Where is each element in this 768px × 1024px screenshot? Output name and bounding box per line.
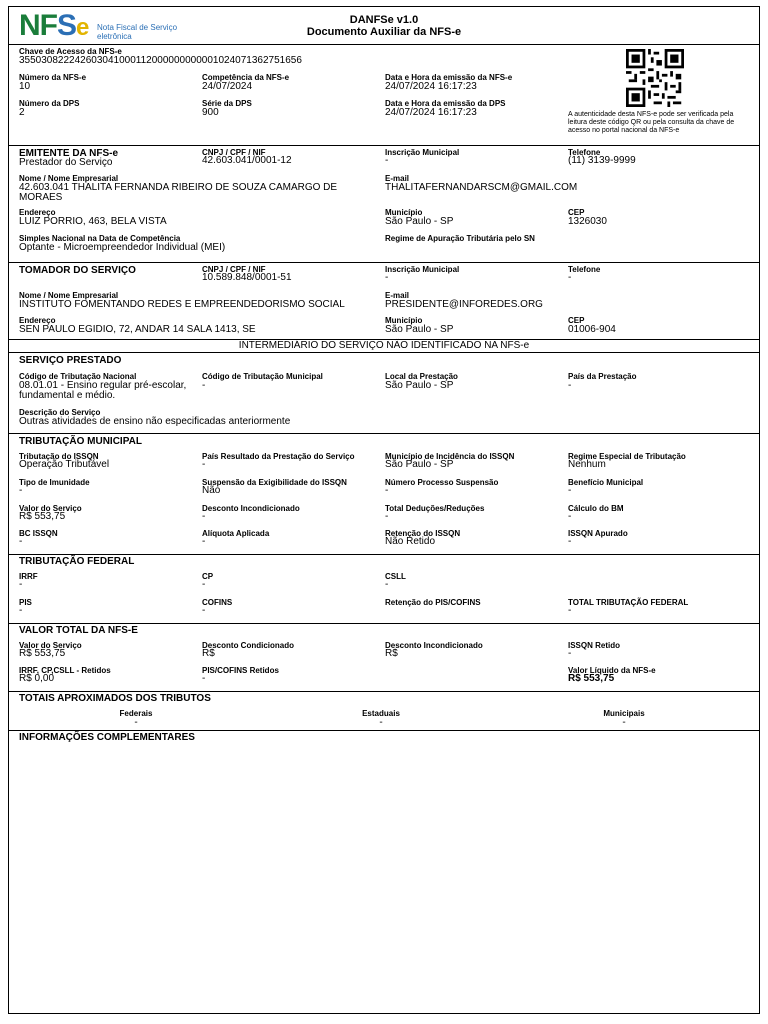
servico-pais-value: - — [568, 380, 572, 391]
emissao-dps-value: 24/07/2024 16:17:23 — [385, 107, 477, 118]
qr-code — [626, 49, 684, 107]
emitente-section — [9, 146, 759, 263]
susp-value: Não — [202, 485, 221, 496]
vt-desc-cond-value: R$ — [202, 648, 215, 659]
vt-valor-label: Valor do Serviço — [19, 641, 82, 650]
valor-servico-label: Valor do Serviço — [19, 504, 82, 513]
trib-fed-title: TRIBUTAÇÃO FEDERAL — [19, 556, 135, 567]
valor-servico-value: R$ 553,75 — [19, 511, 66, 522]
trib-pais-label: País Resultado da Prestação do Serviço — [202, 452, 355, 461]
cofins-label: COFINS — [202, 598, 233, 607]
trib-mun-section — [9, 434, 759, 555]
emitente-tel-label: Telefone — [568, 148, 601, 157]
tomador-email-label: E-mail — [385, 291, 410, 300]
totais-municipais — [499, 709, 749, 728]
tomador-mun-value: São Paulo - SP — [385, 324, 454, 335]
tomador-title: TOMADOR DO SERVIÇO — [19, 265, 136, 276]
info-section — [9, 731, 759, 771]
tomador-section — [9, 263, 759, 340]
emitente-nome-label: Nome / Nome Empresarial — [19, 174, 119, 183]
emitente-cep-label: CEP — [568, 208, 585, 217]
vt-irrf-value: R$ 0,00 — [19, 673, 55, 684]
tomador-im-label: Inscrição Municipal — [385, 265, 460, 274]
chave-label: Chave de Acesso da NFS-e — [19, 47, 122, 56]
tomador-mun-label: Município — [385, 316, 423, 325]
totais-federais — [11, 709, 261, 728]
emitente-title: EMITENTE DA NFS-e — [19, 148, 119, 159]
emitente-tel-value: (11) 3139-9999 — [568, 155, 636, 166]
deduc-value: - — [385, 511, 389, 522]
emitente-email-value: THALITAFERNANDARSCM@GMAIL.COM — [385, 182, 578, 193]
totais-mun-label: Municipais — [603, 709, 645, 718]
competencia-label: Competência da NFS-e — [202, 73, 290, 82]
pis-value: - — [19, 605, 23, 616]
tomador-cep-label: CEP — [568, 316, 585, 325]
totais-title: TOTAIS APROXIMADOS DOS TRIBUTOS — [19, 693, 211, 704]
servico-cod-mun-value: - — [202, 380, 206, 391]
proc-label: Número Processo Suspensão — [385, 478, 499, 487]
apur-value: - — [568, 536, 572, 547]
emissao-dps-label: Data e Hora da emissão da DPS — [385, 99, 506, 108]
cofins-value: - — [202, 605, 206, 616]
emitente-mun-value: São Paulo - SP — [385, 216, 454, 227]
ret-issqn-value: Não Retido — [385, 536, 436, 547]
vt-liq-value: R$ 553,75 — [568, 673, 615, 684]
tomador-cnpj-value: 10.589.848/0001-51 — [202, 272, 292, 283]
servico-cod-nac-label: Código de Tributação Nacional — [19, 372, 137, 381]
title-sub: Documento Auxiliar da NFS-e — [306, 26, 462, 38]
cp-value: - — [202, 579, 206, 590]
valor-total-title: VALOR TOTAL DA NFS-E — [19, 625, 138, 636]
dps-label: Número da DPS — [19, 99, 80, 108]
tomador-cep-value: 01006-904 — [568, 324, 616, 335]
bc-label: BC ISSQN — [19, 529, 58, 538]
emitente-cnpj-value: 42.603.041/0001-12 — [202, 155, 292, 166]
totais-fed-label: Federais — [119, 709, 153, 718]
trib-value: Operação Tributável — [19, 459, 110, 470]
tomador-im-value: - — [385, 272, 389, 283]
tomador-end-value: SEN PAULO EGIDIO, 72, ANDAR 14 SALA 1413, SE — [19, 324, 256, 335]
valor-total-section — [9, 624, 759, 692]
servico-section — [9, 353, 759, 434]
aliq-value: - — [202, 536, 206, 547]
servico-desc-label: Descrição do Serviço — [19, 408, 101, 417]
aliq-label: Alíquota Aplicada — [202, 529, 270, 538]
danfse-document — [8, 6, 760, 1014]
document-title — [9, 14, 759, 38]
emitente-email-label: E-mail — [385, 174, 410, 183]
totais-est-value: - — [379, 717, 383, 728]
desc-incond-value: - — [202, 511, 206, 522]
dps-value: 2 — [19, 107, 25, 118]
cp-label: CP — [202, 572, 214, 581]
emitente-subtitle: Prestador do Serviço — [19, 157, 113, 168]
imun-label: Tipo de Imunidade — [19, 478, 90, 487]
tomador-tel-value: - — [568, 272, 572, 283]
intermediario-section — [9, 340, 759, 353]
csll-value: - — [385, 579, 389, 590]
chave-value: 355030822242603041000112000000000001024071362751656 — [19, 55, 302, 66]
emitente-cep-value: 1326030 — [568, 216, 607, 227]
vt-issqn-value: - — [568, 648, 572, 659]
vt-irrf-label: IRRF, CP,CSLL - Retidos — [19, 666, 111, 675]
identificacao-section — [9, 45, 759, 146]
totais-mun-value: - — [622, 717, 626, 728]
deduc-label: Total Deduções/Reduções — [385, 504, 485, 513]
apur-label: ISSQN Apurado — [568, 529, 628, 538]
vt-pis-label: PIS/COFINS Retidos — [202, 666, 279, 675]
tomador-end-label: Endereço — [19, 316, 56, 325]
tomador-tel-label: Telefone — [568, 265, 601, 274]
title-main: DANFSe v1.0 — [349, 14, 419, 26]
info-title: INFORMAÇÕES COMPLEMENTARES — [19, 732, 195, 743]
totais-est-label: Estaduais — [362, 709, 400, 718]
emitente-mun-label: Município — [385, 208, 423, 217]
irrf-label: IRRF — [19, 572, 38, 581]
tomador-email-value: PRESIDENTE@INFOREDES.ORG — [385, 299, 543, 310]
tomador-nome-label: Nome / Nome Empresarial — [19, 291, 119, 300]
servico-local-value: São Paulo - SP — [385, 380, 454, 391]
totais-fed-value: - — [134, 717, 138, 728]
competencia-value: 24/07/2024 — [202, 81, 253, 92]
servico-cod-nac-value: 08.01.01 - Ensino regular pré-escolar, fundamental e médio. — [19, 380, 187, 401]
intermediario-text: INTERMEDIÁRIO DO SERVIÇO NÃO IDENTIFICADO NA NFS-e — [238, 340, 530, 351]
ret-issqn-label: Retenção do ISSQN — [385, 529, 461, 538]
emissao-value: 24/07/2024 16:17:23 — [385, 81, 477, 92]
vt-pis-value: - — [202, 673, 206, 684]
emitente-end-value: LUIZ PORRIO, 463, BELA VISTA — [19, 216, 167, 227]
susp-label: Suspensão da Exigibilidade do ISSQN — [202, 478, 347, 487]
numero-value: 10 — [19, 81, 31, 92]
pis-label: PIS — [19, 598, 32, 607]
bm-label: Cálculo do BM — [568, 504, 624, 513]
trib-regime-value: Nenhum — [568, 459, 606, 470]
document-header — [9, 7, 759, 45]
qr-note: A autenticidade desta NFS-e pode ser verificada pela leitura deste código QR ou pela consulta da chave de acesso no portal nacional da NFS-e — [568, 111, 735, 134]
vt-valor-value: R$ 553,75 — [19, 648, 66, 659]
emitente-regime-label: Regime de Apuração Tributária pelo SN — [385, 234, 535, 243]
vt-desc-incond-label: Desconto Incondicionado — [385, 641, 483, 650]
serie-label: Série da DPS — [202, 99, 252, 108]
ret-pis-label: Retenção do PIS/COFINS — [385, 598, 481, 607]
vt-liq-label: Valor Líquido da NFS-e — [568, 666, 656, 675]
serie-value: 900 — [202, 107, 219, 118]
bm-value: - — [568, 511, 572, 522]
csll-label: CSLL — [385, 572, 406, 581]
total-fed-value: - — [568, 605, 572, 616]
tomador-nome-value: INSTITUTO FOMENTANDO REDES E EMPREENDEDORISMO SOCIAL — [19, 299, 345, 310]
trib-fed-section — [9, 555, 759, 624]
trib-mun-title: TRIBUTAÇÃO MUNICIPAL — [19, 436, 142, 447]
trib-mun-label: Município de Incidência do ISSQN — [385, 452, 515, 461]
vt-desc-incond-value: R$ — [385, 648, 398, 659]
servico-cod-mun-label: Código de Tributação Municipal — [202, 372, 323, 381]
servico-title: SERVIÇO PRESTADO — [19, 355, 122, 366]
trib-regime-label: Regime Especial de Tributação — [568, 452, 686, 461]
emitente-cnpj-label: CNPJ / CPF / NIF — [202, 148, 266, 157]
emitente-im-value: - — [385, 155, 389, 166]
emitente-im-label: Inscrição Municipal — [385, 148, 460, 157]
total-fed-label: TOTAL TRIBUTAÇÃO FEDERAL — [568, 598, 689, 607]
trib-mun-value: São Paulo - SP — [385, 459, 454, 470]
emitente-simples-label: Simples Nacional na Data de Competência — [19, 234, 181, 243]
logo-wordmark: NFSe — [19, 9, 89, 42]
tomador-cnpj-label: CNPJ / CPF / NIF — [202, 265, 266, 274]
imun-value: - — [19, 485, 23, 496]
emissao-label: Data e Hora da emissão da NFS-e — [385, 73, 513, 82]
emitente-end-label: Endereço — [19, 208, 56, 217]
emitente-simples-value: Optante - Microempreendedor Individual (MEI) — [19, 242, 226, 253]
proc-value: - — [385, 485, 389, 496]
benef-label: Benefício Municipal — [568, 478, 644, 487]
numero-label: Número da NFS-e — [19, 73, 87, 82]
trib-pais-value: - — [202, 459, 206, 470]
benef-value: - — [568, 485, 572, 496]
bc-value: - — [19, 536, 23, 547]
irrf-value: - — [19, 579, 23, 590]
vt-issqn-label: ISSQN Retido — [568, 641, 621, 650]
desc-incond-label: Desconto Incondicionado — [202, 504, 300, 513]
servico-local-label: Local da Prestação — [385, 372, 458, 381]
totais-section — [9, 692, 759, 731]
trib-label: Tributação do ISSQN — [19, 452, 99, 461]
totais-estaduais — [256, 709, 506, 728]
servico-pais-label: País da Prestação — [568, 372, 637, 381]
emitente-nome-value: 42.603.041 THALITA FERNANDA RIBEIRO DE SOUZA CAMARGO DE MORAES — [19, 182, 338, 203]
logo-subtitle: Nota Fiscal de Serviço eletrônica — [97, 23, 178, 41]
vt-desc-cond-label: Desconto Condicionado — [202, 641, 294, 650]
servico-desc-value: Outras atividades de ensino não especificadas anteriormente — [19, 416, 291, 427]
